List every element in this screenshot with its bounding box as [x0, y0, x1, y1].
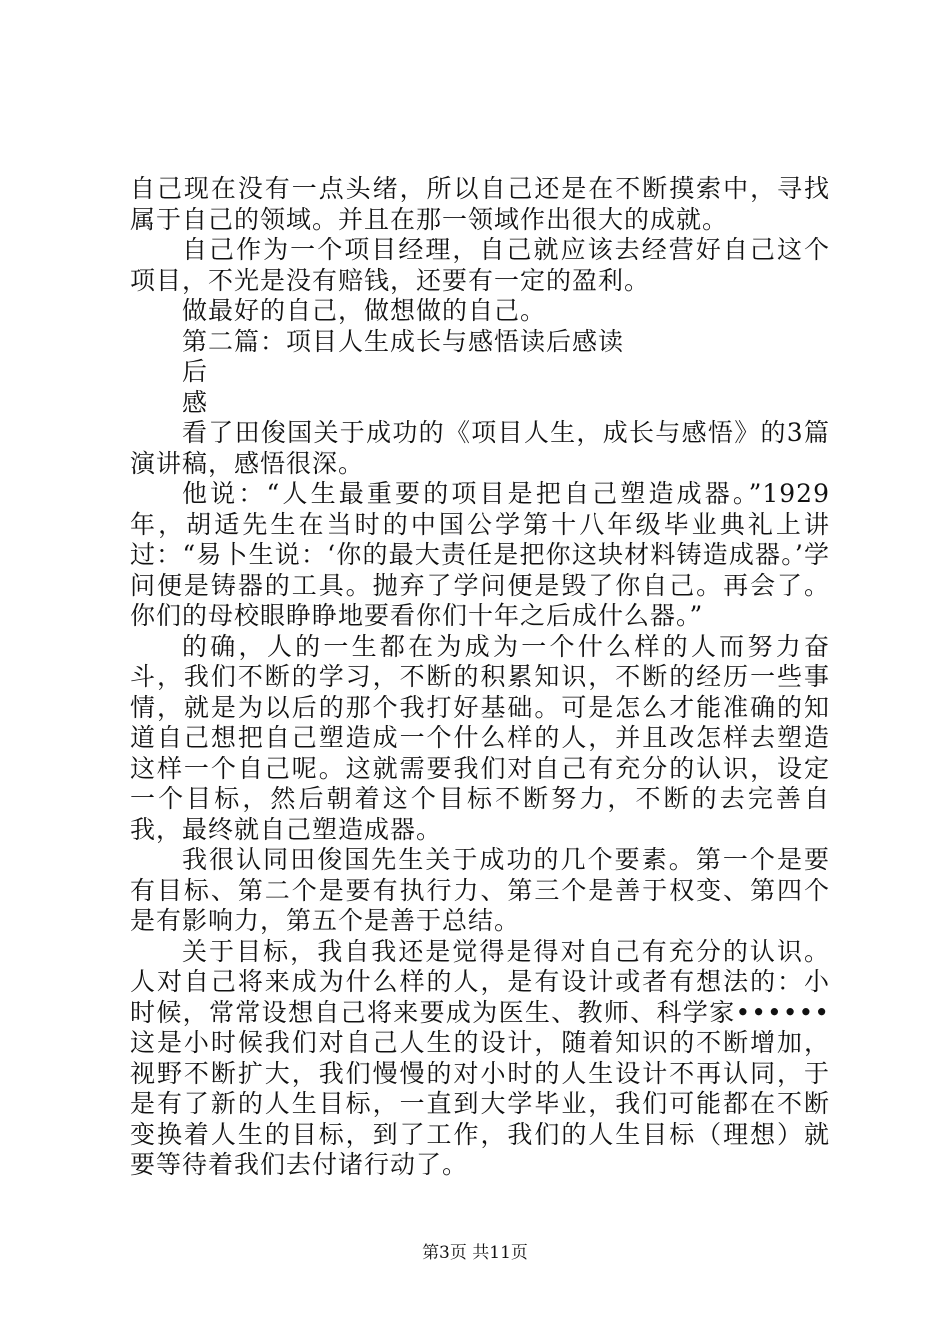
- paragraph: 自己现在没有一点头绪，所以自己还是在不断摸索中，寻找属于自己的领域。并且在那一领域作出很大的成就。: [130, 174, 830, 234]
- section-heading: 第二篇：项目人生成长与感悟读后感读: [182, 326, 625, 356]
- paragraph: 看了田俊国关于成功的《项目人生，成长与感悟》的3篇演讲稿，感悟很深。: [130, 418, 830, 478]
- page-total: 共11页: [472, 1243, 528, 1263]
- paragraph: 感: [182, 387, 209, 417]
- paragraph: 关于目标，我自我还是觉得是得对自己有充分的认识。人对自己将来成为什么样的人，是有设计或者有想法的：小时候，常常设想自己将来要成为医生、教师、科学家••••••这是小时候我们对自己人生的设计，随着知识的不断增加，视野不断扩大，我们慢慢的对小时的人生设计不再认同，于是有了新的人生目标，一直到大学毕业，我们可能都在不断变换着人生的目标，到了工作，我们的人生目标（理想）就要等待着我们去付诸行动了。: [130, 936, 830, 1179]
- page-number: 第3页: [422, 1243, 467, 1263]
- document-body: [130, 174, 830, 1181]
- paragraph: 做最好的自己，做想做的自己。: [182, 296, 547, 325]
- page-footer: [0, 1243, 950, 1263]
- paragraph: 的确，人的一生都在为成为一个什么样的人而努力奋斗，我们不断的学习，不断的积累知识，不断的经历一些事情，就是为以后的那个我打好基础。可是怎么才能准确的知道自己想把自己塑造成一个什么样的人，并且改怎样去塑造这样一个自己呢。这就需要我们对自己有充分的认识，设定一个目标，然后朝着这个目标不断努力，不断的去完善自我，最终就自己塑造成器。: [130, 631, 830, 844]
- paragraph: 他说：“人生最重要的项目是把自己塑造成器。”1929年，胡适先生在当时的中国公学第十八年级毕业典礼上讲过：“易卜生说：‘你的最大责任是把你这块材料铸造成器。’学问便是铸器的工具。抛弃了学问便是毁了你自己。再会了。你们的母校眼睁睁地要看你们十年之后成什么器。”: [130, 479, 830, 630]
- paragraph: 我很认同田俊国先生关于成功的几个要素。第一个是要有目标、第二个是要有执行力、第三个是善于权变、第四个是有影响力，第五个是善于总结。: [130, 845, 830, 935]
- paragraph: 自己作为一个项目经理，自己就应该去经营好自己这个项目，不光是没有赔钱，还要有一定的盈利。: [130, 235, 830, 295]
- paragraph: 后: [182, 357, 209, 386]
